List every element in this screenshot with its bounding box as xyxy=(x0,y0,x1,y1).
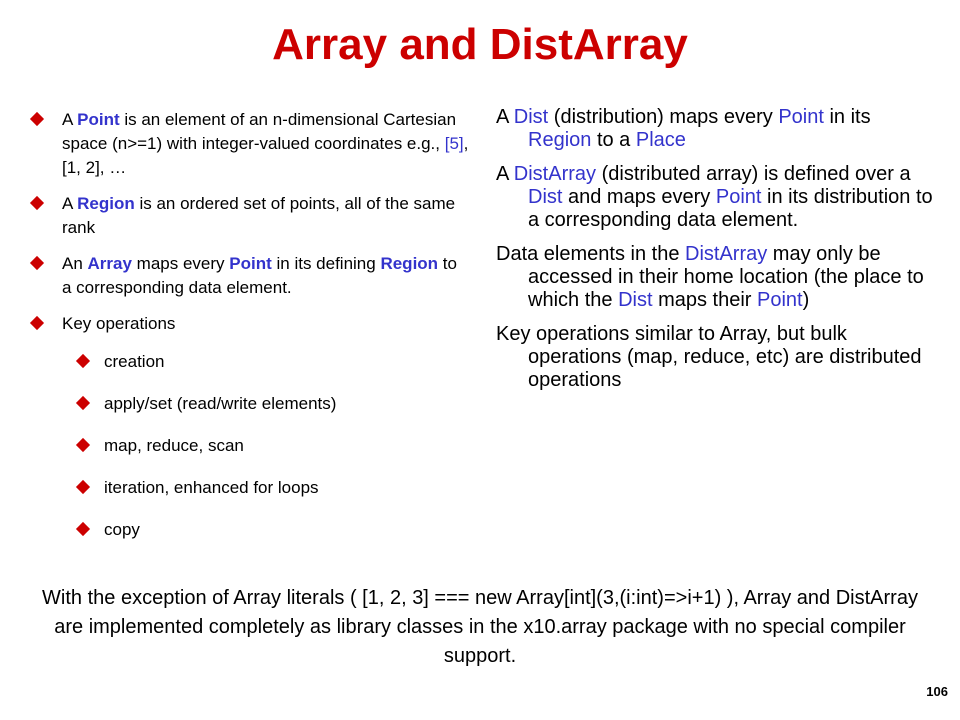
text: (distribution) maps every xyxy=(548,106,779,128)
text: A xyxy=(62,110,78,129)
term-region: Region xyxy=(380,254,439,273)
text: is an element of an n-dimensional Cartesian space (n>=1) with integer-valued coordinates e.g., xyxy=(62,110,457,153)
term-distarray: DistArray xyxy=(513,163,597,185)
term-dist: Dist xyxy=(618,289,653,311)
text: A xyxy=(496,163,514,185)
para-dist xyxy=(496,106,936,152)
text: may only be accessed in their home location (the place to which the xyxy=(528,243,924,311)
diamond-bullet-icon xyxy=(76,396,90,410)
diamond-bullet-icon xyxy=(76,354,90,368)
diamond-bullet-icon xyxy=(76,522,90,536)
term-place: Place xyxy=(635,129,686,151)
bullet-key-ops xyxy=(30,312,470,336)
footer-note: With the exception of Array literals ( [1, 2, 3] === new Array[int](3,(i:int)=>i+1) ), Array and DistArray are implemented completely as library classes in the x10.array package with no special compiler support. xyxy=(42,587,918,667)
term-point: Point xyxy=(77,110,120,129)
term-dist: Dist xyxy=(513,106,549,128)
text: (distributed array) is defined over a xyxy=(596,163,911,185)
sub-bullet-iteration xyxy=(30,476,470,500)
right-column xyxy=(496,106,936,403)
text: to a xyxy=(591,129,636,151)
example-5: [5] xyxy=(444,134,464,153)
text: creation xyxy=(104,352,165,371)
text: in its distribution to a corresponding data element. xyxy=(528,186,933,231)
term-point: Point xyxy=(778,106,824,128)
text: is an ordered set of points, all of the same rank xyxy=(62,194,456,237)
para-key-ops: Key operations similar to Array, but bulk operations (map, reduce, etc) are distributed operations xyxy=(496,323,922,391)
sub-bullet-apply-set xyxy=(30,392,470,416)
sub-bullet-map-reduce xyxy=(30,434,470,458)
term-region: Region xyxy=(528,129,592,151)
text: copy xyxy=(104,520,140,539)
text: Key operations xyxy=(62,314,176,333)
diamond-bullet-icon xyxy=(30,316,44,330)
term-point: Point xyxy=(229,254,272,273)
bullet-point-def xyxy=(30,108,470,180)
text: An xyxy=(62,254,88,273)
diamond-bullet-icon xyxy=(76,480,90,494)
text: , [1, 2], … xyxy=(62,134,469,177)
text: maps their xyxy=(652,289,757,311)
text: A xyxy=(62,194,78,213)
text: Data elements in the xyxy=(496,243,685,265)
sub-bullet-creation xyxy=(30,350,470,374)
page-number: 106 xyxy=(926,684,948,699)
text: in its defining xyxy=(271,254,381,273)
text: in its xyxy=(823,106,871,128)
bullet-region-def xyxy=(30,192,470,240)
term-distarray: DistArray xyxy=(685,243,768,265)
term-point: Point xyxy=(757,289,803,311)
text: ) xyxy=(802,289,810,311)
text: iteration, enhanced for loops xyxy=(104,478,319,497)
term-region: Region xyxy=(77,194,135,213)
diamond-bullet-icon xyxy=(76,438,90,452)
bullet-array-def xyxy=(30,252,470,300)
left-column xyxy=(30,108,470,542)
text: to a corresponding data element. xyxy=(62,254,457,297)
diamond-bullet-icon xyxy=(30,256,44,270)
text: and maps every xyxy=(562,186,716,208)
para-distarray xyxy=(496,163,936,232)
para-data-elements xyxy=(496,243,936,312)
term-array: Array xyxy=(87,254,132,273)
text: apply/set (read/write elements) xyxy=(104,394,337,413)
term-point: Point xyxy=(715,186,762,208)
term-dist: Dist xyxy=(528,186,563,208)
slide-title: Array and DistArray xyxy=(272,20,688,69)
diamond-bullet-icon xyxy=(30,112,44,126)
text: map, reduce, scan xyxy=(104,436,244,455)
diamond-bullet-icon xyxy=(30,196,44,210)
sub-bullet-copy xyxy=(30,518,470,542)
text: A xyxy=(496,106,514,128)
text: maps every xyxy=(131,254,230,273)
